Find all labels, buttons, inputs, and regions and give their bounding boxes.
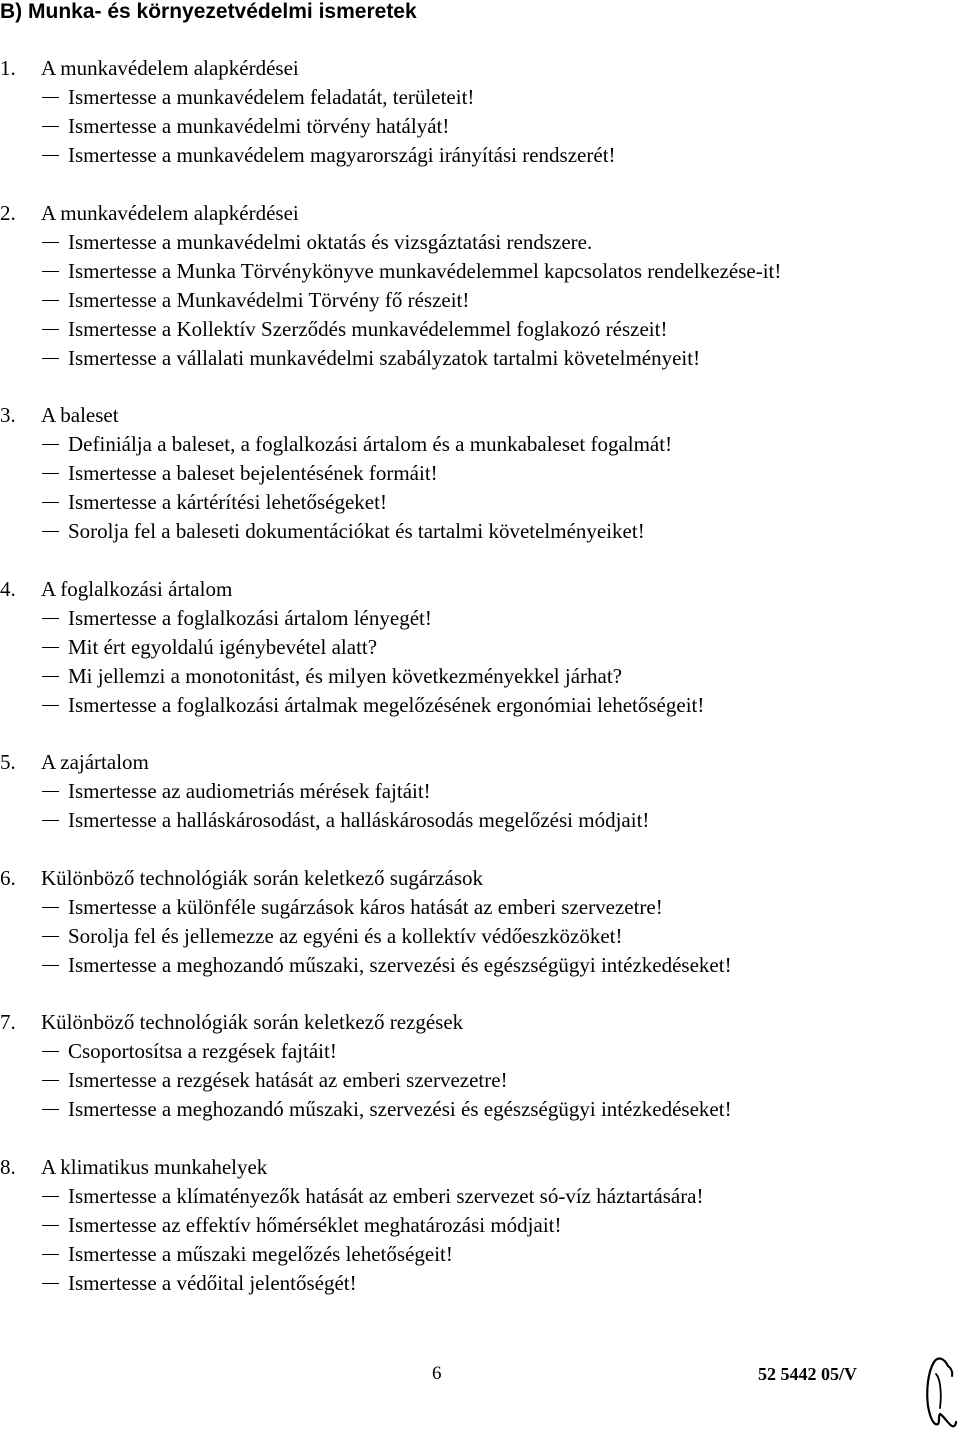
list-item (0, 951, 872, 980)
dash-bullet-icon (42, 1283, 59, 1284)
handwritten-signature (918, 1352, 958, 1432)
list-item (0, 604, 872, 633)
dash-bullet-icon (42, 444, 59, 445)
section-title (0, 199, 900, 228)
dash-bullet-icon (42, 936, 59, 937)
section-number: 2. (0, 200, 16, 225)
list-item-text: Ismertesse a kártérítési lehetőségeket! (68, 490, 387, 514)
section-title-text: Különböző technológiák során keletkező rezgések (41, 1010, 464, 1034)
dash-bullet-icon (42, 271, 59, 272)
section-number: 4. (0, 576, 16, 601)
section-title (0, 575, 900, 604)
list-item-text: Ismertesse a munkavédelmi törvény hatályát! (68, 114, 450, 138)
list-item (0, 83, 872, 112)
list-item (0, 1269, 872, 1298)
list-item (0, 1240, 872, 1269)
list-item-text: Ismertesse a meghozandó műszaki, szervezési és egészségügyi intézkedéseket! (68, 1097, 732, 1121)
question-list (0, 777, 900, 835)
list-item-text: Ismertesse a munkavédelmi oktatás és vizsgáztatási rendszere. (68, 229, 593, 254)
list-item-text: Ismertesse a Munka Törvénykönyve munkavédelemmel kapcsolatos rendelkezése-it! (68, 258, 782, 283)
list-item-text: Sorolja fel és jellemezze az egyéni és a kollektív védőeszközöket! (68, 923, 623, 948)
section-title-text: A foglalkozási ártalom (41, 576, 233, 601)
list-item-text: Ismertesse a vállalati munkavédelmi szabályzatok tartalmi követelményeit! (68, 345, 701, 370)
list-item (0, 806, 872, 835)
dash-bullet-icon (42, 473, 59, 474)
question-list (0, 604, 900, 720)
section-number: 7. (0, 1010, 16, 1034)
list-item-text: Ismertesse a baleset bejelentésének formáit! (68, 461, 438, 485)
list-item-text: Ismertesse a munkavédelem feladatát, területeit! (68, 85, 475, 109)
dash-bullet-icon (42, 126, 59, 127)
list-item (0, 1095, 872, 1124)
dash-bullet-icon (42, 300, 59, 301)
section-4 (0, 575, 900, 720)
list-item-text: Csoportosítsa a rezgések fajtáit! (68, 1039, 337, 1063)
dash-bullet-icon (42, 1109, 59, 1110)
list-item (0, 517, 872, 546)
section-6 (0, 864, 900, 980)
question-list (0, 1182, 900, 1298)
dash-bullet-icon (42, 676, 59, 677)
section-7 (0, 1008, 900, 1124)
dash-bullet-icon (42, 502, 59, 503)
dash-bullet-icon (42, 1254, 59, 1255)
page-heading: B) Munka- és környezetvédelmi ismeretek (0, 0, 417, 23)
list-item (0, 777, 872, 806)
section-title (0, 864, 900, 893)
dash-bullet-icon (42, 1196, 59, 1197)
list-item (0, 141, 872, 170)
list-item (0, 1211, 872, 1240)
section-number: 1. (0, 56, 16, 80)
dash-bullet-icon (42, 820, 59, 821)
section-2 (0, 199, 900, 373)
section-title (0, 54, 900, 83)
list-item (0, 430, 872, 459)
list-item (0, 633, 872, 662)
section-title-text: A munkavédelem alapkérdései (41, 200, 299, 225)
list-item (0, 459, 872, 488)
section-title (0, 1153, 900, 1182)
section-number: 6. (0, 865, 16, 890)
question-list (0, 1037, 900, 1124)
list-item (0, 1037, 872, 1066)
list-item-text: Sorolja fel a baleseti dokumentációkat és tartalmi követelményeiket! (68, 519, 645, 543)
dash-bullet-icon (42, 1225, 59, 1226)
dash-bullet-icon (42, 155, 59, 156)
dash-bullet-icon (42, 618, 59, 619)
section-title-text: Különböző technológiák során keletkező sugárzások (41, 865, 484, 890)
question-list (0, 893, 900, 980)
list-item (0, 286, 872, 315)
list-item-text: Ismertesse a foglalkozási ártalom lényegét! (68, 605, 432, 630)
question-list (0, 430, 900, 546)
section-5 (0, 748, 900, 835)
dash-bullet-icon (42, 705, 59, 706)
list-item-text: Ismertesse a műszaki megelőzés lehetőségeit! (68, 1241, 453, 1266)
section-title-text: A zajártalom (41, 750, 149, 774)
list-item (0, 1182, 872, 1211)
dash-bullet-icon (42, 791, 59, 792)
section-title-text: A munkavédelem alapkérdései (41, 56, 299, 80)
list-item (0, 315, 872, 344)
section-title-text: A baleset (41, 403, 119, 427)
list-item (0, 488, 872, 517)
section-3 (0, 401, 900, 546)
dash-bullet-icon (42, 531, 59, 532)
list-item-text: Ismertesse a foglalkozási ártalmak megelőzésének ergonómiai lehetőségeit! (68, 692, 705, 717)
list-item-text: Ismertesse a védőital jelentőségét! (68, 1270, 357, 1295)
section-8 (0, 1153, 900, 1298)
section-title (0, 401, 900, 430)
dash-bullet-icon (42, 97, 59, 98)
dash-bullet-icon (42, 329, 59, 330)
list-item (0, 1066, 872, 1095)
section-1 (0, 54, 900, 170)
list-item (0, 112, 872, 141)
question-list (0, 83, 900, 170)
list-item-text: Ismertesse a Kollektív Szerződés munkavédelemmel foglakozó részeit! (68, 316, 668, 341)
question-list (0, 228, 900, 373)
list-item-text: Ismertesse a rezgések hatását az emberi szervezetre! (68, 1068, 508, 1092)
list-item-text: Ismertesse az audiometriás mérések fajtáit! (68, 779, 431, 803)
list-item-text: Ismertesse a különféle sugárzások káros hatását az emberi szervezetre! (68, 894, 663, 919)
list-item (0, 893, 872, 922)
list-item (0, 257, 872, 286)
list-item (0, 344, 872, 373)
list-item (0, 662, 872, 691)
page-number: 6 (432, 1363, 442, 1384)
list-item-text: Ismertesse az effektív hőmérséklet meghatározási módjait! (68, 1212, 562, 1237)
section-number: 5. (0, 750, 16, 774)
list-item (0, 922, 872, 951)
list-item-text: Ismertesse a klímatényezők hatását az emberi szervezet só-víz háztartására! (68, 1183, 704, 1208)
list-item-text: Mi jellemzi a monotonitást, és milyen következményekkel járhat? (68, 663, 622, 688)
dash-bullet-icon (42, 242, 59, 243)
dash-bullet-icon (42, 1051, 59, 1052)
document-code: 52 5442 05/V (758, 1364, 857, 1384)
section-number: 3. (0, 403, 16, 427)
list-item-text: Definiálja a baleset, a foglalkozási ártalom és a munkabaleset fogalmát! (68, 432, 673, 456)
list-item-text: Mit ért egyoldalú igénybevétel alatt? (68, 634, 378, 659)
list-item-text: Ismertesse a meghozandó műszaki, szervezési és egészségügyi intézkedéseket! (68, 952, 732, 977)
dash-bullet-icon (42, 1080, 59, 1081)
list-item-text: Ismertesse a Munkavédelmi Törvény fő részeit! (68, 287, 470, 312)
section-title (0, 1008, 900, 1037)
section-number: 8. (0, 1154, 16, 1179)
list-item (0, 691, 872, 720)
dash-bullet-icon (42, 647, 59, 648)
section-title (0, 748, 900, 777)
list-item-text: Ismertesse a munkavédelem magyarországi irányítási rendszerét! (68, 143, 616, 167)
list-item-text: Ismertesse a halláskárosodást, a halláskárosodás megelőzési módjait! (68, 808, 650, 832)
section-title-text: A klimatikus munkahelyek (41, 1154, 268, 1179)
dash-bullet-icon (42, 965, 59, 966)
dash-bullet-icon (42, 358, 59, 359)
list-item (0, 228, 872, 257)
dash-bullet-icon (42, 907, 59, 908)
question-sections (0, 54, 900, 1326)
